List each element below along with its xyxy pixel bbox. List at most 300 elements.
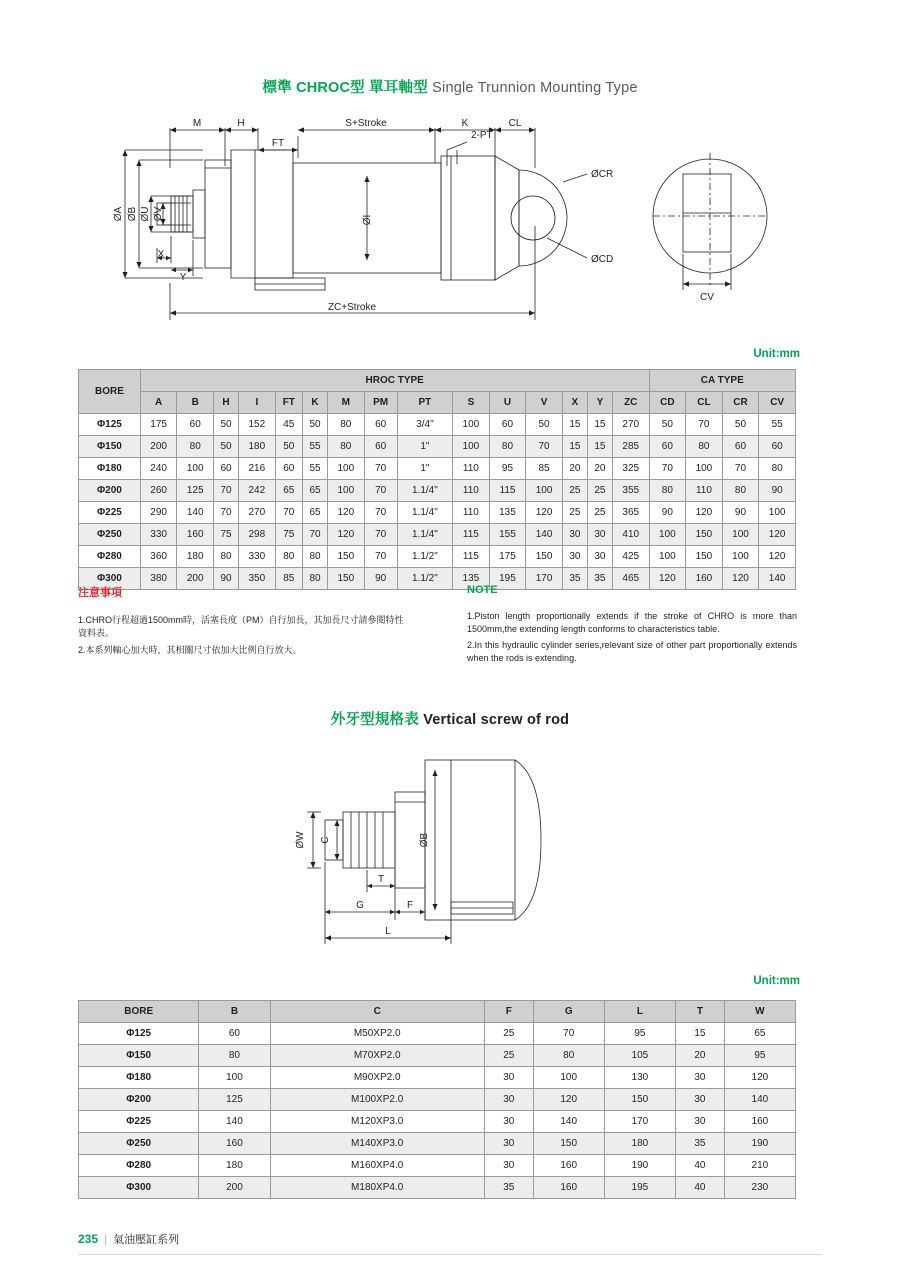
cell-u: 155 <box>489 524 526 546</box>
cell-y: 25 <box>587 480 612 502</box>
cell-l: 190 <box>604 1155 675 1177</box>
cell-a: 175 <box>140 414 177 436</box>
cell-zc: 355 <box>612 480 649 502</box>
cell-f: 35 <box>484 1177 533 1199</box>
notes-cn-line-1: 1.CHRO行程超過1500mm時，活塞長度（PM）自行加長，其加長尺寸請參閱特性資料表。 <box>78 615 404 639</box>
cell-zc: 365 <box>612 502 649 524</box>
hroc-ca-table <box>78 369 796 590</box>
cell-m: 80 <box>328 436 365 458</box>
cell-i: 330 <box>239 546 276 568</box>
section2-title <box>0 708 900 729</box>
header-a: A <box>140 392 177 414</box>
table-row <box>79 1133 796 1155</box>
cell-t: 30 <box>675 1067 724 1089</box>
label-phi-b: ØB <box>419 832 430 848</box>
label-m: M <box>192 118 202 129</box>
cell-zc: 465 <box>612 568 649 590</box>
cell-cv: 55 <box>759 414 796 436</box>
cell-cv: 60 <box>759 436 796 458</box>
cell-y: 20 <box>587 458 612 480</box>
notes-en-line-2: 2.In this hydraulic cylinder series,relevant size of other part proportionally extends when the rods is extending. <box>467 640 797 664</box>
cell-cr: 60 <box>722 436 759 458</box>
notes-cn <box>78 584 408 657</box>
cell-b: 100 <box>199 1067 270 1089</box>
cell-cl: 120 <box>686 502 723 524</box>
cell-cl: 150 <box>686 546 723 568</box>
cell-bore: Φ125 <box>79 414 141 436</box>
cell-u: 80 <box>489 436 526 458</box>
cell-v: 150 <box>526 546 563 568</box>
cell-cl: 80 <box>686 436 723 458</box>
header-ft: FT <box>275 392 302 414</box>
cell-y: 25 <box>587 502 612 524</box>
cell-ft: 45 <box>275 414 302 436</box>
cell-ft: 80 <box>275 546 302 568</box>
cell-cd: 50 <box>649 414 686 436</box>
cell-bore: Φ200 <box>79 1089 199 1111</box>
cell-y: 15 <box>587 436 612 458</box>
cell-c: M120XP3.0 <box>270 1111 484 1133</box>
cell-zc: 270 <box>612 414 649 436</box>
label-ft: FT <box>271 138 285 149</box>
cell-f: 30 <box>484 1089 533 1111</box>
cell-cd: 90 <box>649 502 686 524</box>
label-phi-w: ØW <box>295 831 306 849</box>
header-b: B <box>199 1001 270 1023</box>
cell-k: 50 <box>302 414 327 436</box>
label-2pt: 2-PT <box>471 130 493 141</box>
label-g: G <box>356 900 364 911</box>
label-l: L <box>385 926 391 937</box>
cell-m: 150 <box>328 546 365 568</box>
cell-k: 70 <box>302 524 327 546</box>
group-header-ca: CA TYPE <box>649 370 795 392</box>
cell-v: 120 <box>526 502 563 524</box>
cell-v: 70 <box>526 436 563 458</box>
label-y: Y <box>179 272 187 283</box>
cell-cr: 50 <box>722 414 759 436</box>
cell-h: 70 <box>214 480 239 502</box>
cell-bore: Φ180 <box>79 1067 199 1089</box>
cell-g: 100 <box>533 1067 604 1089</box>
header-m: M <box>328 392 365 414</box>
notes-en <box>467 584 797 665</box>
label-phi-a: ØA <box>113 206 124 222</box>
cell-a: 330 <box>140 524 177 546</box>
cell-cv: 120 <box>759 524 796 546</box>
cell-zc: 410 <box>612 524 649 546</box>
cell-a: 290 <box>140 502 177 524</box>
cell-v: 50 <box>526 414 563 436</box>
table-row <box>79 524 796 546</box>
notes-en-line-1: 1.Piston length proportionally extends if the stroke of CHRO is more than 1500mm,the extending length conforms to characteristics table. <box>467 611 797 635</box>
cell-h: 90 <box>214 568 239 590</box>
screw-rod-drawing <box>255 740 655 960</box>
table-row <box>79 1089 796 1111</box>
cell-m: 120 <box>328 502 365 524</box>
table-head <box>79 1001 796 1023</box>
cell-c: M50XP2.0 <box>270 1023 484 1045</box>
label-cv: CV <box>700 292 714 303</box>
cell-pt: 1.1/4" <box>397 524 452 546</box>
section2-title-en: Vertical screw of rod <box>423 712 570 728</box>
cell-b: 160 <box>177 524 214 546</box>
cell-bore: Φ300 <box>79 568 141 590</box>
cell-pm: 90 <box>364 568 397 590</box>
header-k: K <box>302 392 327 414</box>
cell-t: 40 <box>675 1155 724 1177</box>
section2-table-wrap <box>78 1000 796 1199</box>
group-header-hroc: HROC TYPE <box>140 370 649 392</box>
cell-h: 50 <box>214 414 239 436</box>
cell-i: 242 <box>239 480 276 502</box>
cell-pm: 70 <box>364 524 397 546</box>
cell-ft: 70 <box>275 502 302 524</box>
cell-k: 65 <box>302 502 327 524</box>
footer-divider <box>78 1254 822 1255</box>
header-zc: ZC <box>612 392 649 414</box>
header-g: G <box>533 1001 604 1023</box>
cell-f: 30 <box>484 1067 533 1089</box>
cell-f: 25 <box>484 1023 533 1045</box>
cell-b: 125 <box>177 480 214 502</box>
cell-u: 95 <box>489 458 526 480</box>
cell-y: 30 <box>587 546 612 568</box>
cell-bore: Φ225 <box>79 1111 199 1133</box>
cell-m: 100 <box>328 480 365 502</box>
cell-h: 80 <box>214 546 239 568</box>
header-cr: CR <box>722 392 759 414</box>
cell-cr: 90 <box>722 502 759 524</box>
cell-ft: 60 <box>275 458 302 480</box>
header-w: W <box>724 1001 795 1023</box>
cell-g: 80 <box>533 1045 604 1067</box>
cell-cl: 160 <box>686 568 723 590</box>
cell-a: 360 <box>140 546 177 568</box>
cell-h: 60 <box>214 458 239 480</box>
cell-cr: 100 <box>722 524 759 546</box>
cell-pt: 1.1/4" <box>397 480 452 502</box>
cell-m: 80 <box>328 414 365 436</box>
cell-k: 80 <box>302 568 327 590</box>
section2-title-cn: 外牙型規格表 <box>330 712 419 728</box>
table-row <box>79 1111 796 1133</box>
cell-v: 100 <box>526 480 563 502</box>
cell-x: 25 <box>562 480 587 502</box>
cell-b: 140 <box>177 502 214 524</box>
cell-t: 15 <box>675 1023 724 1045</box>
cell-b: 125 <box>199 1089 270 1111</box>
cell-k: 55 <box>302 436 327 458</box>
header-l: L <box>604 1001 675 1023</box>
notes-cn-line-2: 2.本系列軸心加大時，其相關尺寸依加大比例自行放大。 <box>78 645 302 656</box>
cell-y: 30 <box>587 524 612 546</box>
table-row <box>79 1177 796 1199</box>
cell-u: 175 <box>489 546 526 568</box>
cell-pt: 3/4" <box>397 414 452 436</box>
cell-s: 110 <box>453 480 490 502</box>
cell-cr: 120 <box>722 568 759 590</box>
cell-b: 100 <box>177 458 214 480</box>
cell-pt: 1" <box>397 458 452 480</box>
cell-y: 15 <box>587 414 612 436</box>
cell-cl: 100 <box>686 458 723 480</box>
cell-cv: 140 <box>759 568 796 590</box>
cell-cd: 60 <box>649 436 686 458</box>
cell-g: 150 <box>533 1133 604 1155</box>
cell-g: 70 <box>533 1023 604 1045</box>
cell-u: 115 <box>489 480 526 502</box>
cell-l: 170 <box>604 1111 675 1133</box>
cell-bore: Φ125 <box>79 1023 199 1045</box>
cell-cv: 90 <box>759 480 796 502</box>
header-s: S <box>453 392 490 414</box>
cell-pm: 70 <box>364 502 397 524</box>
cell-x: 30 <box>562 546 587 568</box>
cell-ft: 85 <box>275 568 302 590</box>
cell-c: M70XP2.0 <box>270 1045 484 1067</box>
header-t: T <box>675 1001 724 1023</box>
cell-pm: 70 <box>364 458 397 480</box>
cell-cl: 70 <box>686 414 723 436</box>
cell-s: 110 <box>453 458 490 480</box>
cell-x: 35 <box>562 568 587 590</box>
label-phi-i: ØI <box>362 214 373 226</box>
group-header-row <box>79 370 796 392</box>
label-s-stroke: S+Stroke <box>345 118 387 129</box>
table-body <box>79 1023 796 1199</box>
cell-u: 195 <box>489 568 526 590</box>
cell-i: 270 <box>239 502 276 524</box>
cell-pt: 1.1/4" <box>397 502 452 524</box>
cell-v: 140 <box>526 524 563 546</box>
label-zc-stroke: ZC+Stroke <box>327 302 377 313</box>
cell-cd: 80 <box>649 480 686 502</box>
cell-b: 200 <box>177 568 214 590</box>
table-body <box>79 414 796 590</box>
cell-pm: 70 <box>364 480 397 502</box>
cell-h: 75 <box>214 524 239 546</box>
table-row <box>79 1067 796 1089</box>
cell-m: 100 <box>328 458 365 480</box>
cell-cd: 70 <box>649 458 686 480</box>
cell-a: 240 <box>140 458 177 480</box>
cell-b: 180 <box>199 1155 270 1177</box>
cell-l: 105 <box>604 1045 675 1067</box>
vertical-screw-table <box>78 1000 796 1199</box>
cell-a: 200 <box>140 436 177 458</box>
cell-t: 30 <box>675 1111 724 1133</box>
header-cl: CL <box>686 392 723 414</box>
cell-b: 80 <box>199 1045 270 1067</box>
cell-cv: 80 <box>759 458 796 480</box>
table-row <box>79 546 796 568</box>
cell-f: 30 <box>484 1155 533 1177</box>
cell-g: 160 <box>533 1177 604 1199</box>
cell-cr: 70 <box>722 458 759 480</box>
cell-h: 70 <box>214 502 239 524</box>
header-v: V <box>526 392 563 414</box>
cell-i: 298 <box>239 524 276 546</box>
cell-cr: 100 <box>722 546 759 568</box>
table-row <box>79 436 796 458</box>
header-u: U <box>489 392 526 414</box>
cell-i: 152 <box>239 414 276 436</box>
cell-pm: 70 <box>364 546 397 568</box>
cell-l: 150 <box>604 1089 675 1111</box>
cell-b: 60 <box>177 414 214 436</box>
label-cl: CL <box>508 118 522 129</box>
cell-a: 380 <box>140 568 177 590</box>
cell-c: M90XP2.0 <box>270 1067 484 1089</box>
header-cd: CD <box>649 392 686 414</box>
label-x: X <box>157 249 165 260</box>
label-phi-cr: ØCR <box>591 169 614 180</box>
cell-pm: 60 <box>364 436 397 458</box>
header-bore: BORE <box>79 370 141 414</box>
cell-f: 25 <box>484 1045 533 1067</box>
cell-t: 35 <box>675 1133 724 1155</box>
cell-x: 20 <box>562 458 587 480</box>
cell-x: 15 <box>562 436 587 458</box>
cell-cd: 100 <box>649 524 686 546</box>
header-bore: BORE <box>79 1001 199 1023</box>
cell-cv: 100 <box>759 502 796 524</box>
cell-pm: 60 <box>364 414 397 436</box>
label-k: K <box>461 118 469 129</box>
cell-b: 140 <box>199 1111 270 1133</box>
cell-ft: 75 <box>275 524 302 546</box>
cell-b: 80 <box>177 436 214 458</box>
column-header-row <box>79 1001 796 1023</box>
cell-ft: 65 <box>275 480 302 502</box>
table-row <box>79 1045 796 1067</box>
label-phi-u: ØU <box>140 206 151 222</box>
cell-i: 350 <box>239 568 276 590</box>
header-pm: PM <box>364 392 397 414</box>
cell-s: 110 <box>453 502 490 524</box>
cell-t: 40 <box>675 1177 724 1199</box>
header-x: X <box>562 392 587 414</box>
cell-v: 170 <box>526 568 563 590</box>
label-c: C <box>320 836 331 844</box>
notes-en-heading: NOTE <box>467 584 498 596</box>
cell-w: 95 <box>724 1045 795 1067</box>
cell-s: 100 <box>453 414 490 436</box>
table-row <box>79 458 796 480</box>
cell-bore: Φ250 <box>79 1133 199 1155</box>
cell-bore: Φ180 <box>79 458 141 480</box>
cell-bore: Φ225 <box>79 502 141 524</box>
notes-cn-heading: 注意事項 <box>78 587 122 599</box>
cell-v: 85 <box>526 458 563 480</box>
cell-w: 140 <box>724 1089 795 1111</box>
cell-x: 30 <box>562 524 587 546</box>
cell-cd: 120 <box>649 568 686 590</box>
header-y: Y <box>587 392 612 414</box>
column-header-row <box>79 392 796 414</box>
cell-b: 60 <box>199 1023 270 1045</box>
cell-g: 140 <box>533 1111 604 1133</box>
cell-cr: 80 <box>722 480 759 502</box>
header-pt: PT <box>397 392 452 414</box>
cell-x: 15 <box>562 414 587 436</box>
cell-u: 60 <box>489 414 526 436</box>
cell-bore: Φ250 <box>79 524 141 546</box>
footer-separator: | <box>104 1232 108 1246</box>
cell-c: M160XP4.0 <box>270 1155 484 1177</box>
cell-i: 216 <box>239 458 276 480</box>
cell-ft: 50 <box>275 436 302 458</box>
cell-s: 115 <box>453 546 490 568</box>
section1-table-wrap <box>78 369 796 590</box>
cell-t: 30 <box>675 1089 724 1111</box>
cell-zc: 285 <box>612 436 649 458</box>
section1-title <box>0 76 900 97</box>
cell-w: 230 <box>724 1177 795 1199</box>
cell-c: M180XP4.0 <box>270 1177 484 1199</box>
section1-unit: Unit:mm <box>753 348 800 360</box>
cell-b: 180 <box>177 546 214 568</box>
label-phi-v: ØV <box>153 206 164 222</box>
cell-l: 130 <box>604 1067 675 1089</box>
cell-u: 135 <box>489 502 526 524</box>
cell-zc: 325 <box>612 458 649 480</box>
cell-cd: 100 <box>649 546 686 568</box>
table-row <box>79 1023 796 1045</box>
cell-cl: 150 <box>686 524 723 546</box>
cell-l: 180 <box>604 1133 675 1155</box>
cell-c: M140XP3.0 <box>270 1133 484 1155</box>
cell-a: 260 <box>140 480 177 502</box>
table-row <box>79 414 796 436</box>
cell-bore: Φ280 <box>79 546 141 568</box>
table-row <box>79 502 796 524</box>
cell-t: 20 <box>675 1045 724 1067</box>
cell-pt: 1.1/2" <box>397 546 452 568</box>
cell-pt: 1" <box>397 436 452 458</box>
header-h: H <box>214 392 239 414</box>
cell-l: 95 <box>604 1023 675 1045</box>
cell-w: 210 <box>724 1155 795 1177</box>
cell-w: 160 <box>724 1111 795 1133</box>
cell-l: 195 <box>604 1177 675 1199</box>
cell-c: M100XP2.0 <box>270 1089 484 1111</box>
label-phi-cd: ØCD <box>591 254 614 265</box>
table-head <box>79 370 796 414</box>
header-f: F <box>484 1001 533 1023</box>
label-phi-b: ØB <box>127 206 138 222</box>
header-b: B <box>177 392 214 414</box>
section2-unit: Unit:mm <box>753 975 800 987</box>
cell-g: 160 <box>533 1155 604 1177</box>
cell-bore: Φ280 <box>79 1155 199 1177</box>
cell-b: 200 <box>199 1177 270 1199</box>
label-f: F <box>406 900 414 911</box>
section1-title-en: Single Trunnion Mounting Type <box>432 80 638 96</box>
cell-bore: Φ150 <box>79 436 141 458</box>
table-row <box>79 480 796 502</box>
cell-s: 135 <box>453 568 490 590</box>
cell-k: 55 <box>302 458 327 480</box>
cell-pt: 1.1/2" <box>397 568 452 590</box>
cell-cl: 110 <box>686 480 723 502</box>
cell-y: 35 <box>587 568 612 590</box>
cell-bore: Φ150 <box>79 1045 199 1067</box>
cell-k: 80 <box>302 546 327 568</box>
cell-f: 30 <box>484 1111 533 1133</box>
cell-zc: 425 <box>612 546 649 568</box>
